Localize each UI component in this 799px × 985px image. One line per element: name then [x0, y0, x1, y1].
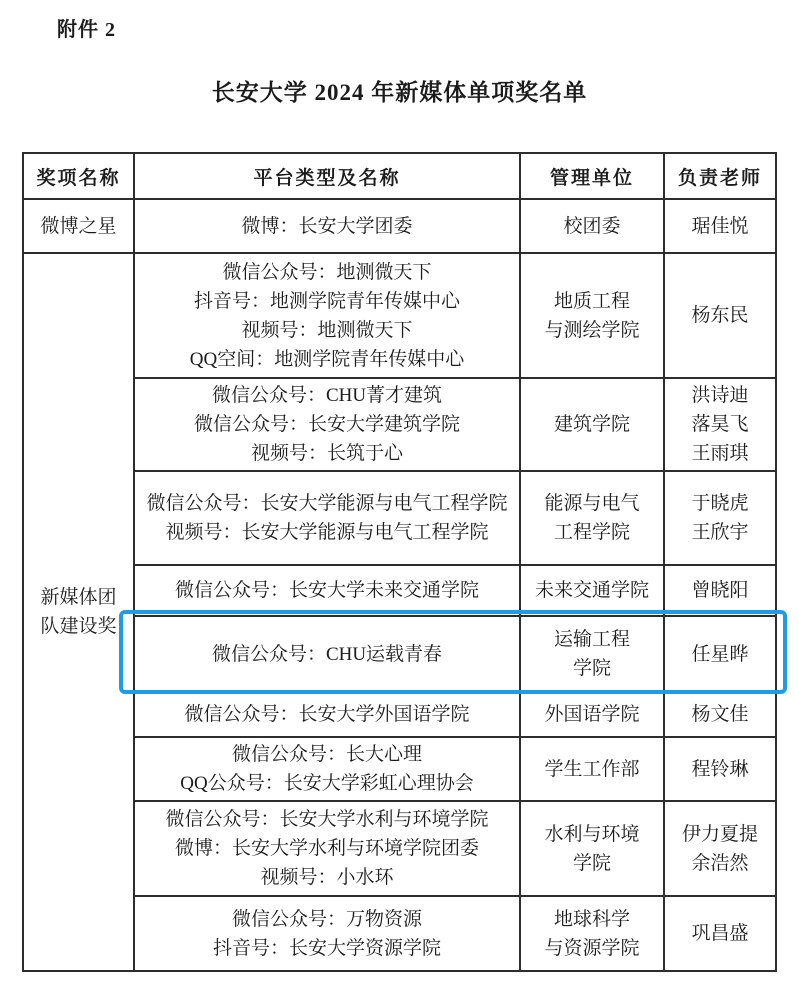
unit-cell: 能源与电气 工程学院	[520, 471, 664, 565]
table-row	[23, 801, 776, 896]
award-cell: 微博之星	[23, 199, 134, 253]
unit-cell: 未来交通学院	[520, 565, 664, 616]
platform-cell: 微信公众号：长安大学未来交通学院	[134, 565, 520, 616]
table-row	[23, 199, 776, 253]
teacher-cell: 巩昌盛	[664, 896, 776, 971]
teacher-cell: 杨文佳	[664, 692, 776, 737]
unit-cell: 地质工程 与测绘学院	[520, 253, 664, 378]
teacher-cell: 琚佳悦	[664, 199, 776, 253]
platform-cell: 微信公众号：地测微天下 抖音号：地测学院青年传媒中心 视频号：地测微天下 QQ空间：地测学院青年传媒中心	[134, 253, 520, 378]
teacher-cell: 伊力夏提 余浩然	[664, 801, 776, 896]
header-platform: 平台类型及名称	[134, 153, 520, 199]
table-row	[23, 737, 776, 801]
page-title: 长安大学 2024 年新媒体单项奖名单	[211, 80, 588, 105]
platform-cell: 微信公众号：长大心理 QQ公众号：长安大学彩虹心理协会	[134, 737, 520, 801]
teacher-cell: 程铃琳	[664, 737, 776, 801]
table-row	[23, 896, 776, 971]
platform-cell: 微信公众号：长安大学外国语学院	[134, 692, 520, 737]
award-cell-merged: 新媒体团 队建设奖	[23, 253, 134, 971]
platform-cell: 微信公众号：万物资源 抖音号：长安大学资源学院	[134, 896, 520, 971]
table-row	[23, 471, 776, 565]
table-row-highlighted	[23, 616, 776, 692]
platform-cell: 微信公众号：CHU运载青春	[134, 616, 520, 692]
teacher-cell: 任星晔	[664, 616, 776, 692]
header-unit: 管理单位	[520, 153, 664, 199]
unit-cell: 外国语学院	[520, 692, 664, 737]
platform-cell: 微信公众号：长安大学水利与环境学院 微博：长安大学水利与环境学院团委 视频号：小水环	[134, 801, 520, 896]
table-row	[23, 565, 776, 616]
unit-cell: 建筑学院	[520, 378, 664, 471]
platform-cell: 微信公众号：长安大学能源与电气工程学院 视频号：长安大学能源与电气工程学院	[134, 471, 520, 565]
table-row	[23, 692, 776, 737]
platform-cell: 微信公众号：CHU菁才建筑 微信公众号：长安大学建筑学院 视频号：长筑于心	[134, 378, 520, 471]
teacher-cell: 曾晓阳	[664, 565, 776, 616]
unit-cell: 水利与环境 学院	[520, 801, 664, 896]
header-award-name: 奖项名称	[23, 153, 134, 199]
unit-cell: 学生工作部	[520, 737, 664, 801]
platform-cell: 微博：长安大学团委	[134, 199, 520, 253]
teacher-cell: 于晓虎 王欣宇	[664, 471, 776, 565]
award-table	[22, 152, 777, 972]
attachment-label: 附件 2	[57, 19, 116, 41]
table-row	[23, 378, 776, 471]
table-row	[23, 253, 776, 378]
teacher-cell: 洪诗迪 落昊飞 王雨琪	[664, 378, 776, 471]
header-teacher: 负责老师	[664, 153, 776, 199]
unit-cell: 校团委	[520, 199, 664, 253]
unit-cell: 地球科学 与资源学院	[520, 896, 664, 971]
unit-cell: 运输工程 学院	[520, 616, 664, 692]
table-header-row	[23, 153, 776, 199]
teacher-cell: 杨东民	[664, 253, 776, 378]
